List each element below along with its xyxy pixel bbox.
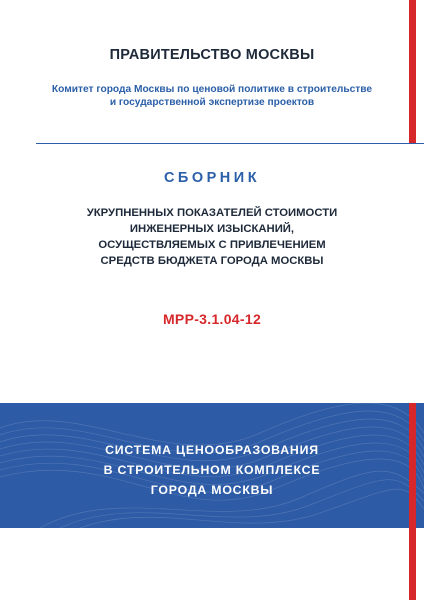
collection-subtitle — [0, 205, 424, 269]
banner-line-1: СИСТЕМА ЦЕНООБРАЗОВАНИЯ — [105, 443, 319, 457]
subtitle-line-1: УКРУПНЕННЫХ ПОКАЗАТЕЛЕЙ СТОИМОСТИ — [86, 207, 338, 219]
subtitle-line-4: СРЕДСТВ БЮДЖЕТА ГОРОДА МОСКВЫ — [100, 255, 324, 267]
banner-text — [0, 440, 424, 500]
collection-title: СБОРНИК — [163, 170, 261, 186]
committee-name — [0, 83, 424, 109]
system-banner — [0, 403, 424, 528]
committee-line-1: Комитет города Москвы по ценовой политике в строительстве — [51, 84, 373, 95]
document-code: МРР-3.1.04-12 — [162, 311, 262, 327]
committee-line-2: и государственной экспертизе проектов — [109, 97, 315, 108]
subtitle-line-3: ОСУЩЕСТВЛЯЕМЫХ С ПРИВЛЕЧЕНИЕМ — [98, 239, 326, 251]
cover-header — [0, 47, 424, 109]
header-divider — [36, 143, 424, 144]
subtitle-line-2: ИНЖЕНЕРНЫХ ИЗЫСКАНИЙ, — [129, 223, 295, 235]
banner-line-3: ГОРОДА МОСКВЫ — [150, 483, 274, 497]
government-title: ПРАВИТЕЛЬСТВО МОСКВЫ — [109, 47, 315, 63]
red-accent-strip-bottom — [409, 403, 416, 600]
banner-line-2: В СТРОИТЕЛЬНОМ КОМПЛЕКСЕ — [103, 463, 321, 477]
